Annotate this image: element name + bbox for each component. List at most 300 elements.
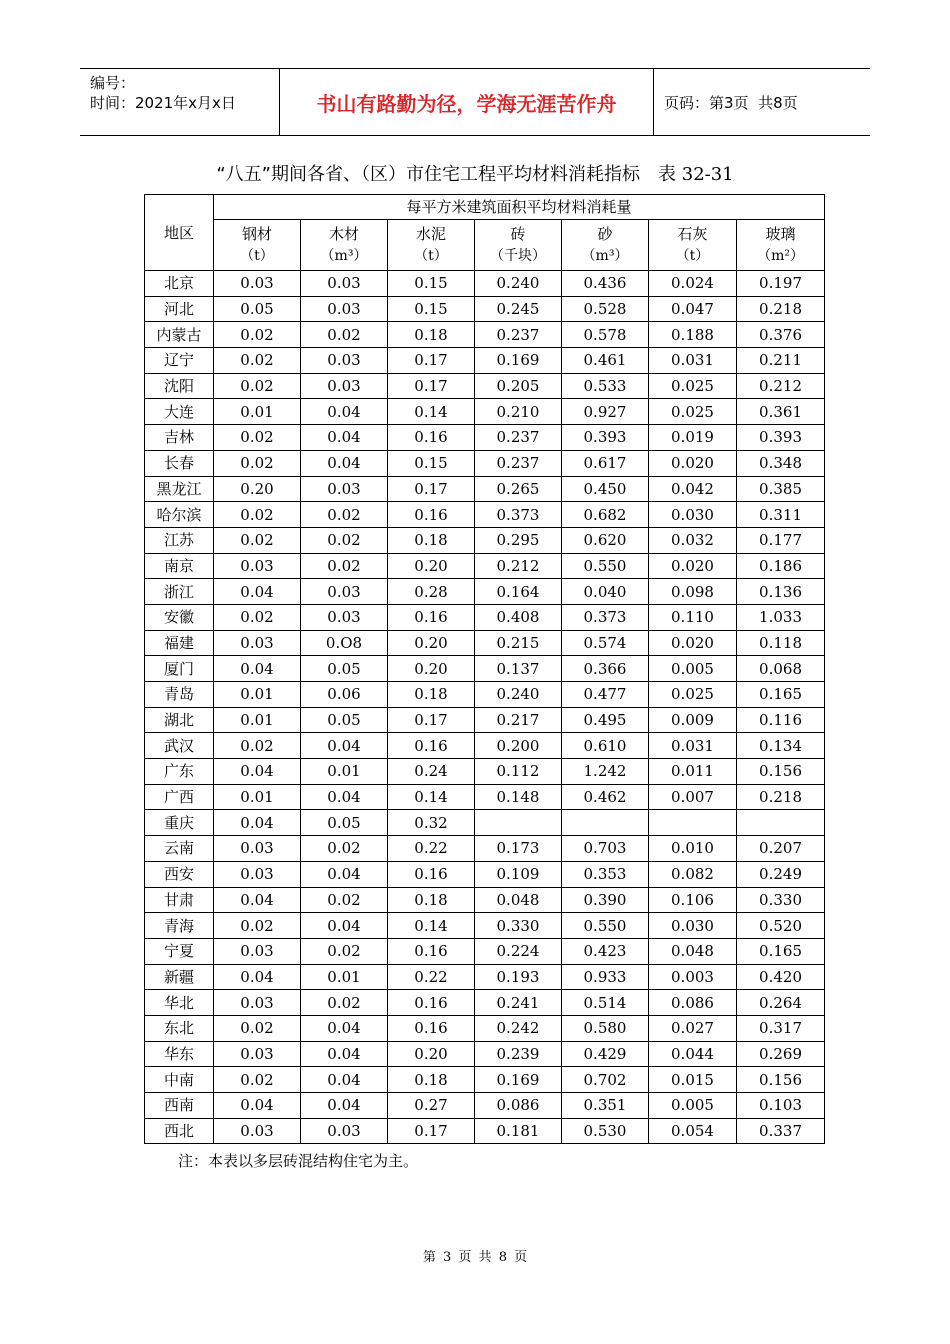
value-cell: 0.373: [562, 604, 649, 630]
value-cell: 0.02: [301, 553, 388, 579]
column-unit: （m²）: [757, 248, 804, 264]
value-cell: 0.15: [388, 296, 475, 322]
table-row: [145, 527, 825, 553]
table-row: [145, 604, 825, 630]
value-cell: 0.02: [214, 348, 301, 374]
value-cell: 0.04: [214, 656, 301, 682]
value-cell: 0.019: [649, 425, 737, 451]
value-cell: 0.054: [649, 1118, 737, 1144]
value-cell: 0.04: [301, 425, 388, 451]
value-cell: 0.408: [475, 604, 562, 630]
value-cell: 0.188: [649, 322, 737, 348]
value-cell: 0.18: [388, 322, 475, 348]
value-cell: 0.237: [475, 322, 562, 348]
table-row: [145, 579, 825, 605]
value-cell: 0.186: [737, 553, 825, 579]
value-cell: 0.01: [214, 707, 301, 733]
value-cell: 0.156: [737, 1067, 825, 1093]
value-cell: 0.04: [214, 1093, 301, 1119]
value-cell: 0.550: [562, 553, 649, 579]
value-cell: 0.040: [562, 579, 649, 605]
value-cell: 0.610: [562, 733, 649, 759]
value-cell: 0.620: [562, 527, 649, 553]
value-cell: 0.01: [301, 964, 388, 990]
value-cell: 0.16: [388, 861, 475, 887]
region-cell: 南京: [145, 553, 214, 579]
column-header: [562, 220, 649, 271]
value-cell: 0.348: [737, 450, 825, 476]
value-cell: 0.361: [737, 399, 825, 425]
column-header: [475, 220, 562, 271]
value-cell: 0.01: [214, 784, 301, 810]
region-cell: 吉林: [145, 425, 214, 451]
value-cell: 0.477: [562, 682, 649, 708]
value-cell: 0.173: [475, 836, 562, 862]
value-cell: 0.02: [214, 527, 301, 553]
value-cell: 0.01: [214, 682, 301, 708]
value-cell: 0.311: [737, 502, 825, 528]
value-cell: 0.04: [301, 1041, 388, 1067]
value-cell: 0.530: [562, 1118, 649, 1144]
value-cell: 0.16: [388, 502, 475, 528]
table-row: [145, 810, 825, 836]
column-name: 玻璃: [765, 225, 796, 243]
value-cell: 0.181: [475, 1118, 562, 1144]
column-unit: （m³）: [581, 248, 629, 264]
table-row: [145, 1015, 825, 1041]
value-cell: 0.682: [562, 502, 649, 528]
value-cell: 0.086: [475, 1093, 562, 1119]
column-name: 水泥: [415, 225, 446, 243]
table-row: [145, 656, 825, 682]
region-cell: 辽宁: [145, 348, 214, 374]
value-cell: 0.16: [388, 425, 475, 451]
region-cell: 厦门: [145, 656, 214, 682]
table-row: [145, 682, 825, 708]
value-cell: 0.03: [301, 271, 388, 297]
value-cell: 0.578: [562, 322, 649, 348]
region-cell: 武汉: [145, 733, 214, 759]
region-cell: 宁夏: [145, 938, 214, 964]
table-row: [145, 836, 825, 862]
region-cell: 华北: [145, 990, 214, 1016]
value-cell: 0.269: [737, 1041, 825, 1067]
column-header: [214, 220, 301, 271]
value-cell: 0.429: [562, 1041, 649, 1067]
value-cell: 0.20: [388, 553, 475, 579]
value-cell: 0.025: [649, 682, 737, 708]
column-header: [649, 220, 737, 271]
value-cell: 0.010: [649, 836, 737, 862]
page-indicator: [654, 69, 870, 135]
table-row: [145, 913, 825, 939]
table-row: [145, 476, 825, 502]
value-cell: 0.20: [388, 1041, 475, 1067]
value-cell: 0.390: [562, 887, 649, 913]
value-cell: 0.20: [214, 476, 301, 502]
value-cell: 0.22: [388, 964, 475, 990]
table-row: [145, 348, 825, 374]
value-cell: 0.27: [388, 1093, 475, 1119]
value-cell: 0.02: [301, 502, 388, 528]
value-cell: 0.237: [475, 425, 562, 451]
value-cell: 0.14: [388, 784, 475, 810]
value-cell: 0.450: [562, 476, 649, 502]
value-cell: 0.148: [475, 784, 562, 810]
value-cell: 1.242: [562, 759, 649, 785]
value-cell: 0.337: [737, 1118, 825, 1144]
table-row: [145, 296, 825, 322]
value-cell: 0.17: [388, 373, 475, 399]
value-cell: 0.218: [737, 784, 825, 810]
value-cell: 0.03: [214, 271, 301, 297]
value-cell: 0.373: [475, 502, 562, 528]
region-cell: 新疆: [145, 964, 214, 990]
table-row: [145, 707, 825, 733]
region-header: 地区: [145, 195, 214, 271]
table-row: [145, 938, 825, 964]
value-cell: 0.177: [737, 527, 825, 553]
value-cell: [649, 810, 737, 836]
table-title: [0, 160, 950, 186]
value-cell: 0.703: [562, 836, 649, 862]
value-cell: 0.240: [475, 271, 562, 297]
value-cell: 0.514: [562, 990, 649, 1016]
region-cell: 浙江: [145, 579, 214, 605]
region-cell: 长春: [145, 450, 214, 476]
column-name: 砖: [510, 225, 526, 243]
value-cell: 0.02: [214, 733, 301, 759]
value-cell: 0.05: [301, 656, 388, 682]
value-cell: 0.462: [562, 784, 649, 810]
value-cell: 0.423: [562, 938, 649, 964]
value-cell: 0.211: [737, 348, 825, 374]
value-cell: 0.025: [649, 399, 737, 425]
value-cell: 0.264: [737, 990, 825, 1016]
value-cell: 0.28: [388, 579, 475, 605]
value-cell: 0.18: [388, 887, 475, 913]
value-cell: 0.18: [388, 682, 475, 708]
table-row: [145, 502, 825, 528]
column-name: 石灰: [677, 225, 708, 243]
value-cell: 0.02: [214, 450, 301, 476]
value-cell: [562, 810, 649, 836]
value-cell: 0.020: [649, 553, 737, 579]
value-cell: 0.14: [388, 913, 475, 939]
table-note: 注：本表以多层砖混结构住宅为主。: [178, 1152, 419, 1170]
value-cell: 0.01: [214, 399, 301, 425]
value-cell: 0.04: [301, 861, 388, 887]
region-cell: 西安: [145, 861, 214, 887]
value-cell: 0.02: [301, 527, 388, 553]
value-cell: 0.02: [214, 1067, 301, 1093]
value-cell: 0.024: [649, 271, 737, 297]
value-cell: 0.03: [301, 296, 388, 322]
value-cell: 0.210: [475, 399, 562, 425]
value-cell: 0.05: [214, 296, 301, 322]
value-cell: 0.02: [214, 425, 301, 451]
value-cell: 0.212: [737, 373, 825, 399]
value-cell: 0.218: [737, 296, 825, 322]
value-cell: 0.04: [301, 1093, 388, 1119]
table-row: [145, 964, 825, 990]
value-cell: 0.265: [475, 476, 562, 502]
value-cell: 0.550: [562, 913, 649, 939]
value-cell: 0.18: [388, 1067, 475, 1093]
value-cell: 0.15: [388, 271, 475, 297]
value-cell: 0.933: [562, 964, 649, 990]
value-cell: 0.366: [562, 656, 649, 682]
value-cell: 0.02: [301, 990, 388, 1016]
table-row: [145, 1041, 825, 1067]
value-cell: 0.317: [737, 1015, 825, 1041]
value-cell: 0.04: [301, 1067, 388, 1093]
value-cell: 0.32: [388, 810, 475, 836]
value-cell: 0.240: [475, 682, 562, 708]
value-cell: 0.17: [388, 707, 475, 733]
value-cell: 0.027: [649, 1015, 737, 1041]
value-cell: 0.02: [214, 1015, 301, 1041]
value-cell: 0.007: [649, 784, 737, 810]
value-cell: 0.574: [562, 630, 649, 656]
region-cell: 沈阳: [145, 373, 214, 399]
column-name: 钢材: [241, 225, 272, 243]
value-cell: 0.436: [562, 271, 649, 297]
value-cell: 0.04: [301, 733, 388, 759]
column-unit: （t）: [675, 248, 710, 264]
column-header-row: [145, 220, 825, 271]
column-header: [301, 220, 388, 271]
table-row: [145, 322, 825, 348]
region-cell: 华东: [145, 1041, 214, 1067]
value-cell: 0.04: [301, 913, 388, 939]
column-unit: （t）: [414, 248, 448, 264]
region-cell: 江苏: [145, 527, 214, 553]
value-cell: 0.02: [214, 604, 301, 630]
page-label: 页码：第3页 共8页: [664, 93, 798, 112]
value-cell: 0.082: [649, 861, 737, 887]
region-cell: 西北: [145, 1118, 214, 1144]
value-cell: 0.05: [301, 810, 388, 836]
column-unit: （千块）: [490, 248, 546, 264]
value-cell: 0.376: [737, 322, 825, 348]
region-cell: 甘肃: [145, 887, 214, 913]
table-row: [145, 271, 825, 297]
value-cell: 0.205: [475, 373, 562, 399]
value-cell: [475, 810, 562, 836]
value-cell: 0.495: [562, 707, 649, 733]
value-cell: 0.24: [388, 759, 475, 785]
group-header: 每平方米建筑面积平均材料消耗量: [214, 195, 825, 220]
value-cell: 0.520: [737, 913, 825, 939]
region-cell: 北京: [145, 271, 214, 297]
region-cell: 青海: [145, 913, 214, 939]
value-cell: 0.02: [214, 502, 301, 528]
table-row: [145, 784, 825, 810]
value-cell: 0.011: [649, 759, 737, 785]
region-cell: 河北: [145, 296, 214, 322]
value-cell: 0.249: [737, 861, 825, 887]
value-cell: 0.03: [301, 348, 388, 374]
value-cell: 0.025: [649, 373, 737, 399]
value-cell: 0.197: [737, 271, 825, 297]
value-cell: 0.06: [301, 682, 388, 708]
value-cell: 0.17: [388, 476, 475, 502]
value-cell: 0.207: [737, 836, 825, 862]
value-cell: 0.02: [214, 913, 301, 939]
region-cell: 黑龙江: [145, 476, 214, 502]
table-row: [145, 1093, 825, 1119]
value-cell: 0.009: [649, 707, 737, 733]
table-body: [145, 271, 825, 1144]
region-cell: 广西: [145, 784, 214, 810]
value-cell: 0.16: [388, 938, 475, 964]
value-cell: 0.01: [301, 759, 388, 785]
value-cell: 0.04: [301, 450, 388, 476]
value-cell: 0.031: [649, 733, 737, 759]
value-cell: 1.033: [737, 604, 825, 630]
value-cell: 0.086: [649, 990, 737, 1016]
value-cell: 0.03: [301, 604, 388, 630]
region-cell: 大连: [145, 399, 214, 425]
value-cell: 0.03: [214, 1041, 301, 1067]
value-cell: 0.020: [649, 450, 737, 476]
region-cell: 福建: [145, 630, 214, 656]
region-cell: 安徽: [145, 604, 214, 630]
value-cell: 0.03: [214, 836, 301, 862]
materials-table: [144, 194, 825, 1144]
table-row: [145, 1118, 825, 1144]
value-cell: 0.136: [737, 579, 825, 605]
value-cell: 0.03: [301, 1118, 388, 1144]
value-cell: 0.164: [475, 579, 562, 605]
value-cell: 0.385: [737, 476, 825, 502]
value-cell: 0.193: [475, 964, 562, 990]
value-cell: 0.215: [475, 630, 562, 656]
value-cell: 0.927: [562, 399, 649, 425]
value-cell: 0.03: [214, 553, 301, 579]
value-cell: 0.16: [388, 990, 475, 1016]
slogan: 书山有路勤为径，学海无涯苦作舟: [280, 69, 654, 135]
column-header: [737, 220, 825, 271]
value-cell: 0.112: [475, 759, 562, 785]
column-header: [388, 220, 475, 271]
table-number: 表 32-31: [658, 164, 734, 185]
value-cell: 0.005: [649, 656, 737, 682]
table-row: [145, 425, 825, 451]
value-cell: 0.330: [737, 887, 825, 913]
value-cell: 0.02: [301, 938, 388, 964]
value-cell: 0.015: [649, 1067, 737, 1093]
table-row: [145, 990, 825, 1016]
value-cell: 0.134: [737, 733, 825, 759]
value-cell: 0.212: [475, 553, 562, 579]
value-cell: 0.05: [301, 707, 388, 733]
value-cell: 0.16: [388, 1015, 475, 1041]
value-cell: 0.200: [475, 733, 562, 759]
value-cell: 0.O8: [301, 630, 388, 656]
number-label: 编号：: [90, 74, 136, 92]
value-cell: 0.420: [737, 964, 825, 990]
value-cell: 0.169: [475, 348, 562, 374]
value-cell: 0.165: [737, 682, 825, 708]
value-cell: 0.04: [214, 964, 301, 990]
value-cell: 0.330: [475, 913, 562, 939]
column-unit: （m³）: [320, 248, 368, 264]
region-cell: 重庆: [145, 810, 214, 836]
value-cell: 0.04: [301, 399, 388, 425]
table-row: [145, 1067, 825, 1093]
value-cell: 0.03: [301, 476, 388, 502]
page-footer: 第 3 页 共 8 页: [422, 1250, 528, 1265]
region-cell: 广东: [145, 759, 214, 785]
value-cell: 0.02: [214, 373, 301, 399]
value-cell: 0.02: [301, 887, 388, 913]
value-cell: 0.580: [562, 1015, 649, 1041]
table-row: [145, 553, 825, 579]
value-cell: 0.04: [301, 784, 388, 810]
region-cell: 云南: [145, 836, 214, 862]
value-cell: 0.032: [649, 527, 737, 553]
value-cell: 0.103: [737, 1093, 825, 1119]
value-cell: 0.22: [388, 836, 475, 862]
table-row: [145, 861, 825, 887]
value-cell: [737, 810, 825, 836]
value-cell: 0.03: [214, 861, 301, 887]
value-cell: 0.04: [301, 1015, 388, 1041]
value-cell: 0.118: [737, 630, 825, 656]
table-row: [145, 733, 825, 759]
region-cell: 湖北: [145, 707, 214, 733]
table-row: [145, 399, 825, 425]
value-cell: 0.03: [214, 1118, 301, 1144]
value-cell: 0.217: [475, 707, 562, 733]
value-cell: 0.156: [737, 759, 825, 785]
column-unit: （t）: [240, 248, 274, 264]
value-cell: 0.137: [475, 656, 562, 682]
value-cell: 0.17: [388, 1118, 475, 1144]
value-cell: 0.048: [475, 887, 562, 913]
value-cell: 0.02: [301, 322, 388, 348]
value-cell: 0.351: [562, 1093, 649, 1119]
value-cell: 0.393: [562, 425, 649, 451]
value-cell: 0.14: [388, 399, 475, 425]
value-cell: 0.03: [214, 990, 301, 1016]
value-cell: 0.110: [649, 604, 737, 630]
value-cell: 0.116: [737, 707, 825, 733]
value-cell: 0.239: [475, 1041, 562, 1067]
value-cell: 0.165: [737, 938, 825, 964]
value-cell: 0.048: [649, 938, 737, 964]
value-cell: 0.461: [562, 348, 649, 374]
value-cell: 0.04: [214, 579, 301, 605]
value-cell: 0.04: [214, 759, 301, 785]
value-cell: 0.16: [388, 604, 475, 630]
value-cell: 0.16: [388, 733, 475, 759]
value-cell: 0.15: [388, 450, 475, 476]
region-cell: 青岛: [145, 682, 214, 708]
value-cell: 0.047: [649, 296, 737, 322]
column-name: 砂: [597, 225, 613, 243]
date-label: 时间：2021年x月x日: [90, 94, 236, 112]
table-row: [145, 759, 825, 785]
value-cell: 0.03: [301, 373, 388, 399]
value-cell: 0.030: [649, 913, 737, 939]
value-cell: 0.109: [475, 861, 562, 887]
value-cell: 0.031: [649, 348, 737, 374]
value-cell: 0.20: [388, 656, 475, 682]
value-cell: 0.020: [649, 630, 737, 656]
